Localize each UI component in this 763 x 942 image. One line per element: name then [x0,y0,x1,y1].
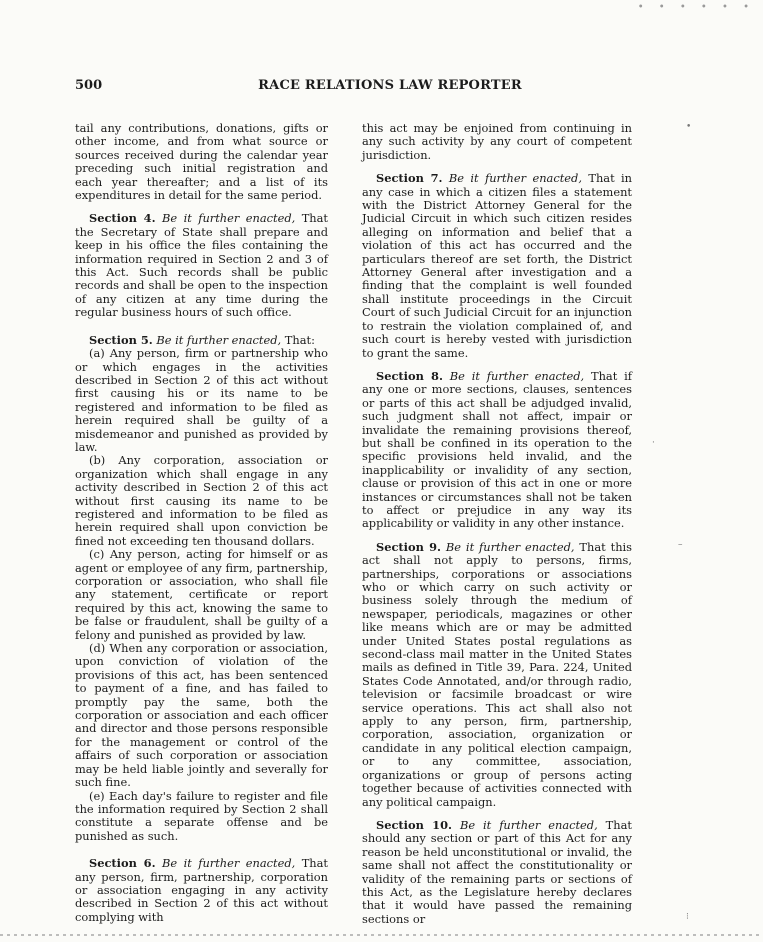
section-6-text: That any person, firm, partnership, corporation or association engaging in any activity described in Section 2 of this act without complying with [75,856,329,924]
paragraph-continuation: tail any contributions, donations, gifts or other income, and from what source or sources received during the calendar year preceding such initial registration and each year thereafter; and a list of its expenditures in detail for the same period. [75,121,328,203]
section-5-clause-a: (a) Any person, firm or partnership who or which engages in the activities described in Section 2 of this act without first causing his or its name to be registered and information to be filed as herein required shall be guilty of a misdemeanor and punished as provided by law. [75,346,328,454]
section-9-enacting-clause: Be it further enacted, [445,539,575,554]
scan-bottom-edge [0,934,763,936]
paragraph-continuation: this act may be enjoined from continuing in any such activity by any court of competent jurisdiction. [362,121,632,162]
section-7 [362,172,632,360]
section-7-heading: Section 7. [376,171,443,186]
scan-speck: – [678,540,683,550]
page-number: 500 [75,78,103,93]
section-4-text: That the Secretary of State shall prepare and keep in his office the files containing the information required in Section 2 and 3 of this Act. Such records shall be public records and shall be open to the inspection of any citizen at any time during the regular business hours of such office. [75,211,329,320]
section-4-enacting-clause: Be it further enacted, [162,211,296,226]
section-7-text: That in any case in which a citizen files a statement with the District Attorney General for the Judicial Circuit in which such citizen resides alleging on information and belief that a violation of this act has occurred and the particulars thereof are set forth, the District Attorney General after investigation and a finding that the complaint is well founded shall institute proceedings in the Circuit Court of such Judicial Circuit for an injunction to restrain the violation complained of, and such court is hereby vested with jurisdiction to grant the same. [362,171,633,360]
running-head: RACE RELATIONS LAW REPORTER [258,78,522,93]
section-5-clause-d: (d) When any corporation or association, upon conviction of violation of the provisions of this act, has been sentenced to payment of a fine, and has failed to promptly pay the same, both the corporation or association and each officer and director and those persons responsible for the management or control of the affairs of such corporation or association may be held liable jointly and severally for such fine. [75,641,328,790]
left-column [75,122,328,924]
section-5-clause-b: (b) Any corporation, association or organization which shall engage in any activity described in Section 2 of this act without first causing its name to be registered and information to be filed as herein required shall upon conviction be fined not exceeding ten thousand dollars. [75,453,328,548]
section-5-heading: Section 5. [89,332,153,347]
section-6 [75,857,328,924]
section-6-heading: Section 6. [89,856,156,871]
section-10-enacting-clause: Be it further enacted, [459,817,598,832]
section-8-text: That if any one or more sections, clauses, sentences or parts of this act shall be adjudged invalid, such judgment shall not affect, impair or invalidate the remaining provisions thereof, but shall be confined in its operation to the specific provisions held invalid, and the inapplicability or invalidity of any section, clause or provision of this act in one or more instances or circumstances shall not be taken to affect or prejudice in any way its applicability or validity in any other instance. [362,368,632,531]
section-5 [75,334,328,347]
section-6-enacting-clause: Be it further enacted, [162,856,296,871]
section-9-text: That this act shall not apply to persons, firms, partnerships, corporations or associations who or which carry on such activity or business solely through the medium of newspaper, periodicals, magazines or other like means which are or may be admitted under United States postal regulations as second-class mail matter in the United States mails as defined in Title 39, Para. 224, United States Code Annotated, and/or through radio, television or facsimile broadcast or wire service operations. This act shall also not apply to any person, firm, partnership, corporation, association, organization or candidate in any political election campaign, or to any committee, association, organizations or group of persons acting together because of activities connected with any political campaign. [362,539,633,809]
scan-speck: ⁝ [686,912,689,922]
section-4-heading: Section 4. [89,211,156,226]
section-9 [362,541,632,809]
section-5-text: That: [284,332,315,347]
section-8 [362,370,632,531]
section-7-enacting-clause: Be it further enacted, [448,171,582,186]
section-4 [75,212,328,319]
section-10-text: That should any section or part of this Act for any reason be held unconstitutional or invalid, the same shall not affect the constitutionality or validity of the remaining parts or sections of this Act, as the Legislature hereby declares that it would have passed the remaining sections or [362,817,632,926]
scan-artifact-dots: • • • • • • [637,2,755,13]
section-5-clause-e: (e) Each day's failure to register and file the information required by Section 2 shall constitute a separate offense and be punished as such. [75,788,328,843]
section-5-clause-c: (c) Any person, acting for himself or as agent or employee of any firm, partnership, corporation or association, who shall file any statement, certificate or report required by this act, knowing the same to be false or fraudulent, shall be guilty of a felony and punished as provided by law. [75,547,328,642]
section-8-heading: Section 8. [376,368,443,383]
right-column [362,122,632,926]
scan-speck: · [652,438,655,448]
section-10-heading: Section 10. [376,817,452,832]
section-8-enacting-clause: Be it further enacted, [449,368,585,383]
section-5-enacting-clause: Be it further enacted, [156,332,282,347]
section-9-heading: Section 9. [376,539,442,554]
section-10 [362,819,632,926]
scan-speck: • [686,122,692,132]
